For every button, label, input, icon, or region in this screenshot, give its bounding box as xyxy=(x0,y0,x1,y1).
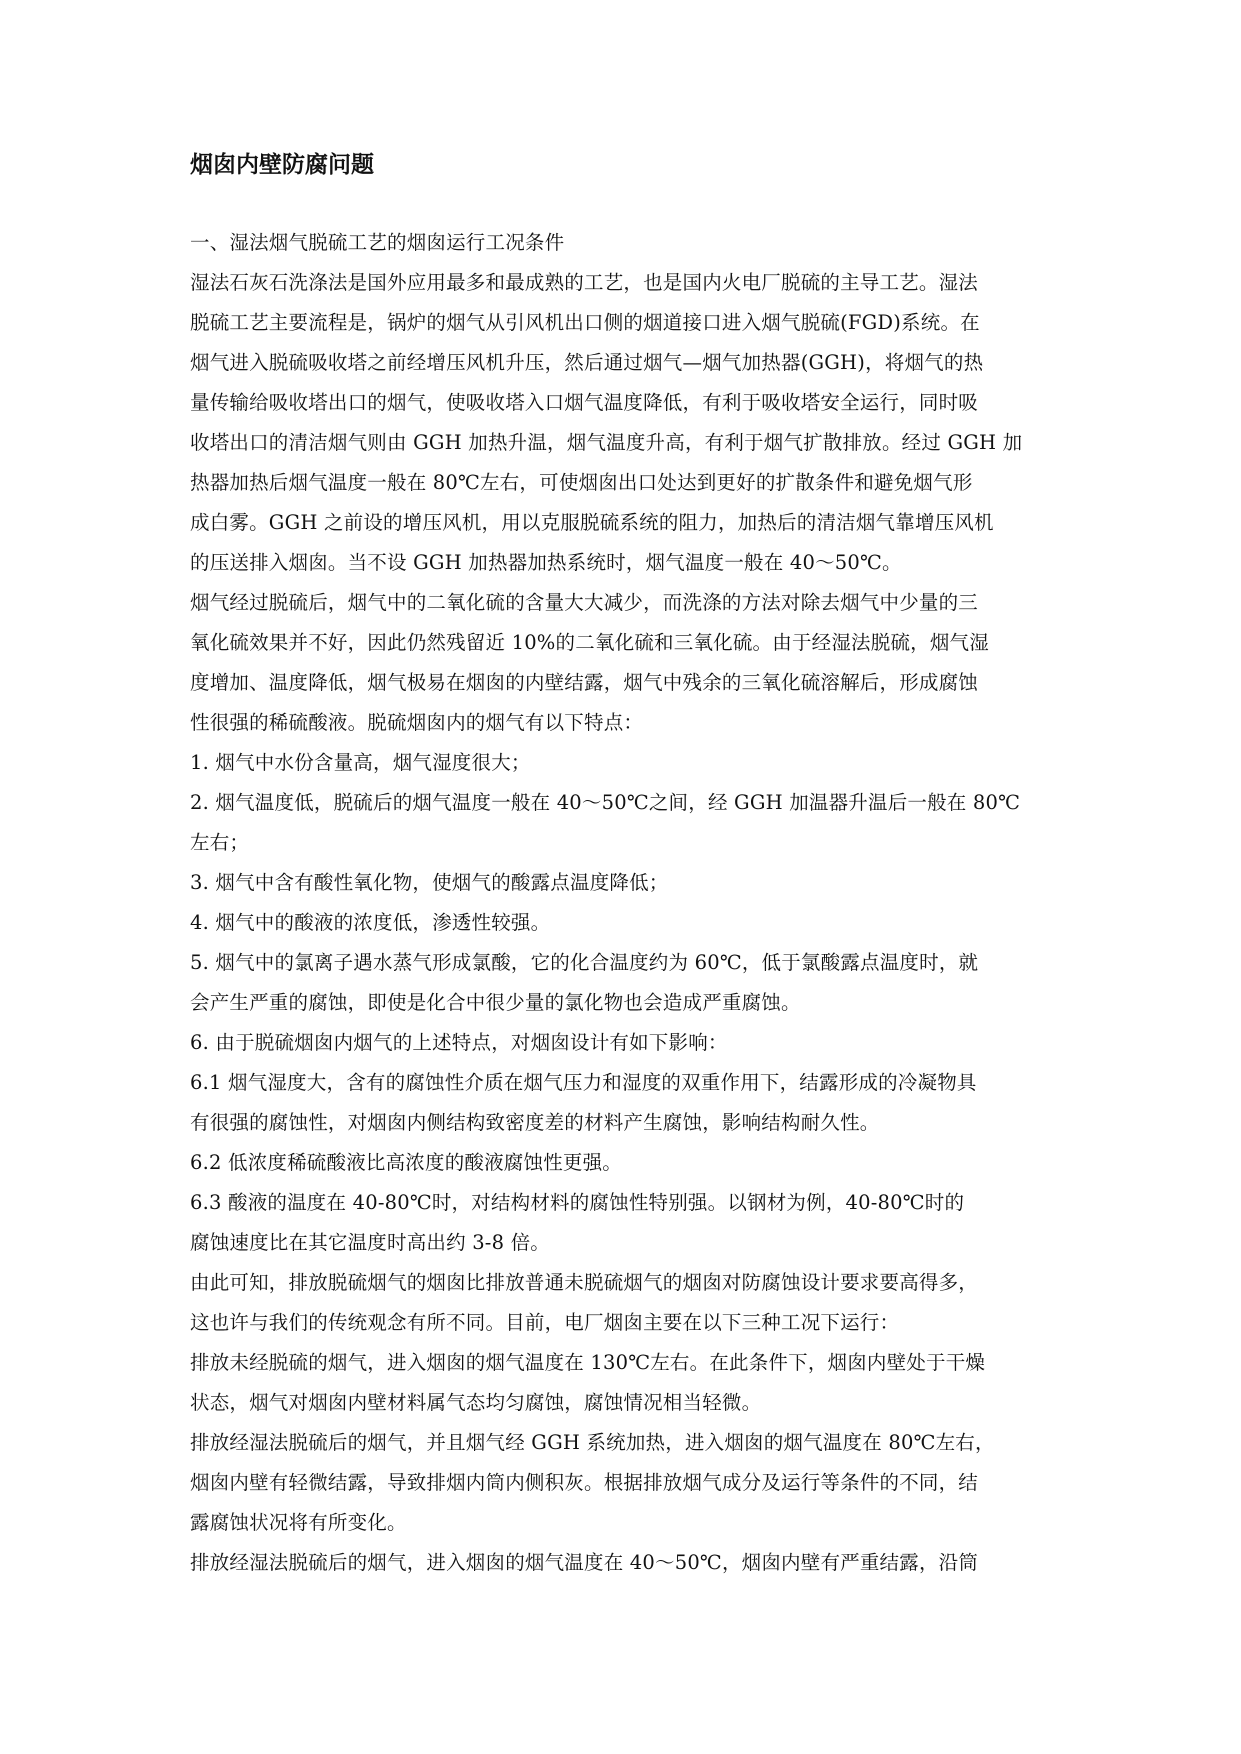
body-text-line: 烟气进入脱硫吸收塔之前经增压风机升压，然后通过烟气—烟气加热器(GGH)，将烟气的热 xyxy=(190,351,984,374)
body-text-line: 烟囱内壁有轻微结露，导致排烟内筒内侧积灰。根据排放烟气成分及运行等条件的不同，结 xyxy=(190,1471,979,1494)
body-text-line: 一、湿法烟气脱硫工艺的烟囱运行工况条件 xyxy=(190,231,565,254)
body-text-line: 烟气经过脱硫后，烟气中的二氧化硫的含量大大减少，而洗涤的方法对除去烟气中少量的三 xyxy=(190,591,979,614)
body-text-line: 5. 烟气中的氯离子遇水蒸气形成氯酸，它的化合温度约为 60℃，低于氯酸露点温度时，就 xyxy=(190,951,979,974)
body-text-line: 排放经湿法脱硫后的烟气，并且烟气经 GGH 系统加热，进入烟囱的烟气温度在 80℃左右， xyxy=(190,1431,995,1454)
body-text-line: 的压送排入烟囱。当不设 GGH 加热器加热系统时，烟气温度一般在 40～50℃。 xyxy=(190,551,902,574)
body-text-line: 性很强的稀硫酸液。脱硫烟囱内的烟气有以下特点： xyxy=(190,711,644,734)
body-text-line: 收塔出口的清洁烟气则由 GGH 加热升温，烟气温度升高，有利于烟气扩散排放。经过 GGH 加 xyxy=(190,431,1023,454)
document-body xyxy=(190,223,1060,1583)
body-text-line: 脱硫工艺主要流程是，锅炉的烟气从引风机出口侧的烟道接口进入烟气脱硫(FGD)系统。在 xyxy=(190,311,980,334)
body-text-line: 腐蚀速度比在其它温度时高出约 3-8 倍。 xyxy=(190,1231,550,1254)
body-text-line: 成白雾。GGH 之前设的增压风机，用以克服脱硫系统的阻力，加热后的清洁烟气靠增压风机 xyxy=(190,511,994,534)
body-text-line: 湿法石灰石洗涤法是国外应用最多和最成熟的工艺，也是国内火电厂脱硫的主导工艺。湿法 xyxy=(190,271,979,294)
body-text-line: 露腐蚀状况将有所变化。 xyxy=(190,1511,407,1534)
body-text-line: 6.1 烟气湿度大，含有的腐蚀性介质在烟气压力和湿度的双重作用下，结露形成的冷凝物具 xyxy=(190,1071,977,1094)
body-text-line: 量传输给吸收塔出口的烟气，使吸收塔入口烟气温度降低，有利于吸收塔安全运行，同时吸 xyxy=(190,391,979,414)
body-text-line: 6.2 低浓度稀硫酸液比高浓度的酸液腐蚀性更强。 xyxy=(190,1151,623,1174)
body-text-line: 有很强的腐蚀性，对烟囱内侧结构致密度差的材料产生腐蚀，影响结构耐久性。 xyxy=(190,1111,880,1134)
body-text-line: 6. 由于脱硫烟囱内烟气的上述特点，对烟囱设计有如下影响： xyxy=(190,1031,728,1054)
body-text-line: 排放未经脱硫的烟气，进入烟囱的烟气温度在 130℃左右。在此条件下，烟囱内壁处于干燥 xyxy=(190,1351,986,1374)
body-text-line: 4. 烟气中的酸液的浓度低，渗透性较强。 xyxy=(190,911,551,934)
body-text-line: 状态，烟气对烟囱内壁材料属气态均匀腐蚀，腐蚀情况相当轻微。 xyxy=(190,1391,762,1414)
body-text-line: 6.3 酸液的温度在 40-80℃时，对结构材料的腐蚀性特别强。以钢材为例，40-80℃时的 xyxy=(190,1191,965,1214)
body-text-line: 会产生严重的腐蚀，即使是化合中很少量的氯化物也会造成严重腐蚀。 xyxy=(190,991,801,1014)
body-text-line: 热器加热后烟气温度一般在 80℃左右，可使烟囱出口处达到更好的扩散条件和避免烟气形 xyxy=(190,471,973,494)
body-text-line: 度增加、温度降低，烟气极易在烟囱的内壁结露，烟气中残余的三氧化硫溶解后，形成腐蚀 xyxy=(190,671,979,694)
body-text-line: 左右； xyxy=(190,831,250,854)
body-text-line: 排放经湿法脱硫后的烟气，进入烟囱的烟气温度在 40～50℃，烟囱内壁有严重结露，沿筒 xyxy=(190,1551,979,1574)
body-text-line: 这也许与我们的传统观念有所不同。目前，电厂烟囱主要在以下三种工况下运行： xyxy=(190,1311,900,1334)
body-text-line: 2. 烟气温度低，脱硫后的烟气温度一般在 40～50℃之间，经 GGH 加温器升温后一般在 80℃ xyxy=(190,791,1021,814)
body-text-line: 3. 烟气中含有酸性氧化物，使烟气的酸露点温度降低； xyxy=(190,871,669,894)
body-text-line: 由此可知，排放脱硫烟气的烟囱比排放普通未脱硫烟气的烟囱对防腐蚀设计要求要高得多， xyxy=(190,1271,979,1294)
document-title: 烟囱内壁防腐问题 xyxy=(190,152,374,178)
body-text-line: 氧化硫效果并不好，因此仍然残留近 10%的二氧化硫和三氧化硫。由于经湿法脱硫，烟气湿 xyxy=(190,631,989,654)
body-text-line: 1. 烟气中水份含量高，烟气湿度很大； xyxy=(190,751,531,774)
